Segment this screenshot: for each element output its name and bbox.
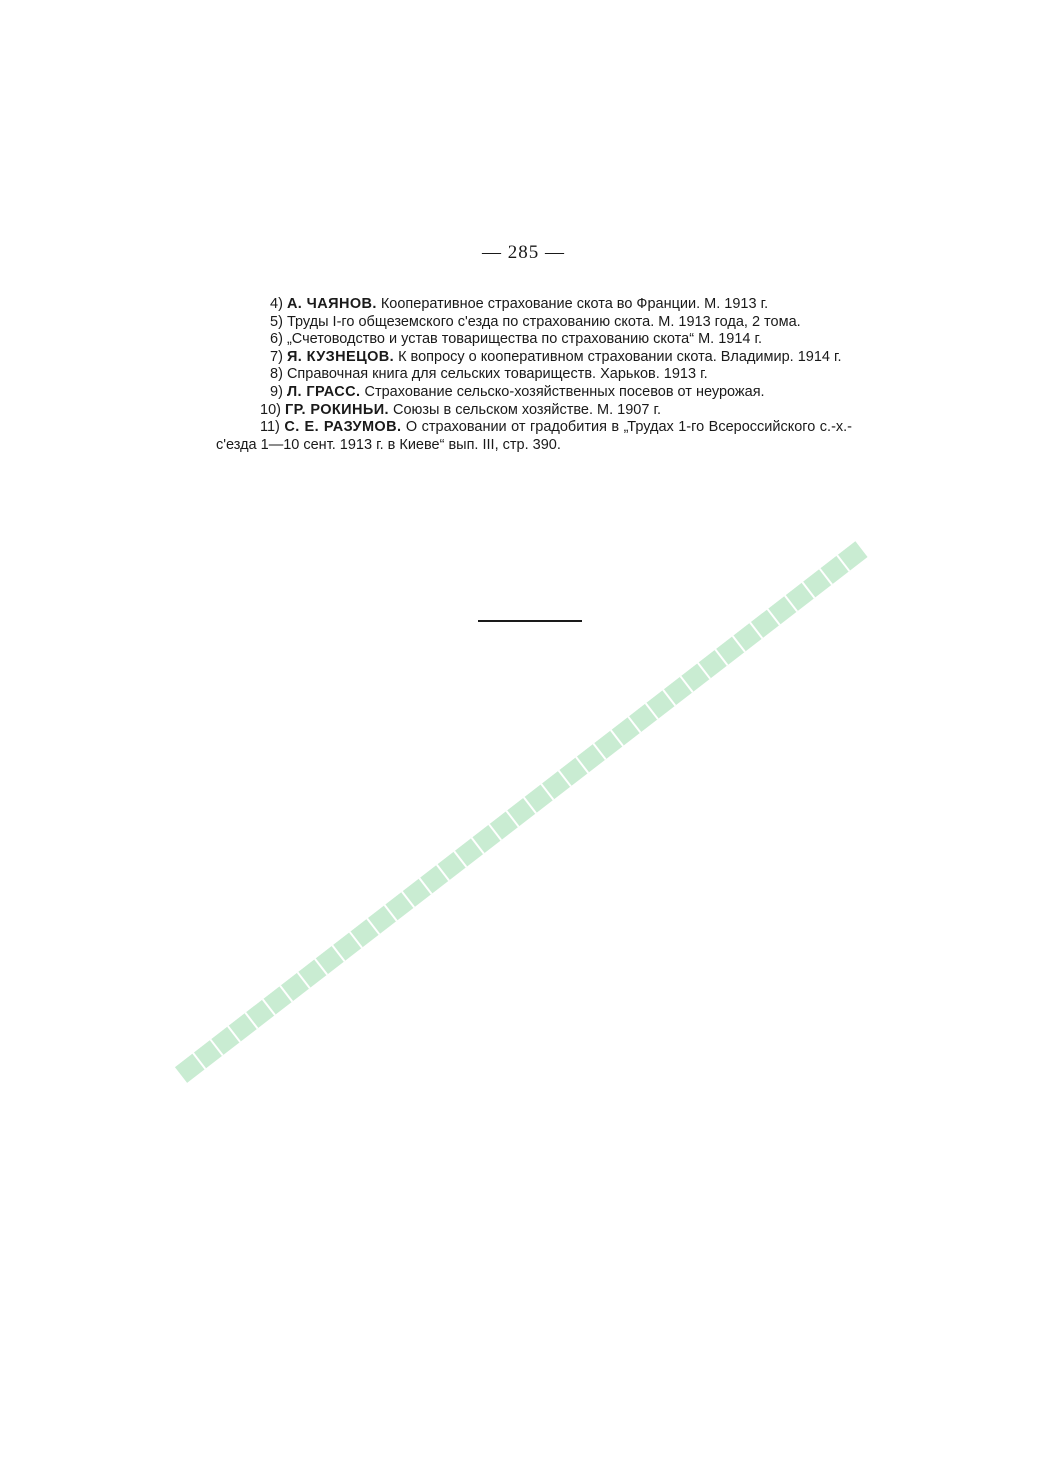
reference-text: Справочная книга для сельских товариществ. Харьков. 1913 г. [286,366,708,383]
reference-item [216,349,852,367]
reference-text: Страхование сельско-хозяйственных посевов от неурожая. [364,383,765,400]
reference-author: А. ЧАЯНОВ. [286,296,377,312]
section-divider [478,620,582,622]
reference-text: Труды I-го общеземского с'езда по страхованию скота. М. 1913 года, 2 тома. [286,313,801,330]
reference-item [216,419,852,454]
reference-number: 11) [260,419,280,436]
reference-author: Л. ГРАСС. [286,383,361,400]
reference-item [216,384,852,402]
page-number: — 285 — [482,242,565,263]
reference-text: Союзы в сельском хозяйстве. М. 1907 г. [392,401,662,418]
reference-item [216,366,852,384]
reference-number: 8) [270,366,283,383]
reference-number: 7) [270,348,283,365]
reference-item [216,402,852,420]
reference-number: 5) [270,313,283,330]
reference-number: 9) [270,383,283,400]
reference-author: Я. КУЗНЕЦОВ. [286,348,395,365]
reference-author: С. Е. РАЗУМОВ. [284,419,402,436]
reference-text: О страховании от градобития в „Трудах 1-го Всероссийского с.-х.-с'езда 1—10 сент. 1913 г. в Киеве“ вып. III, стр. 390. [216,419,853,453]
reference-text: „Счетоводство и устав товарищества по страхованию скота“ М. 1914 г. [286,331,763,348]
reference-author: ГР. РОКИНЬИ. [285,401,389,418]
reference-item [216,296,852,314]
reference-item [216,331,852,349]
reference-item [216,314,852,332]
reference-text: Кооперативное страхование скота во Франции. М. 1913 г. [380,296,769,312]
reference-number: 4) [270,296,283,312]
reference-number: 10) [260,401,281,418]
reference-number: 6) [270,331,283,348]
reference-list [216,296,852,454]
reference-text: К вопросу о кооперативном страховании скота. Владимир. 1914 г. [398,348,842,365]
